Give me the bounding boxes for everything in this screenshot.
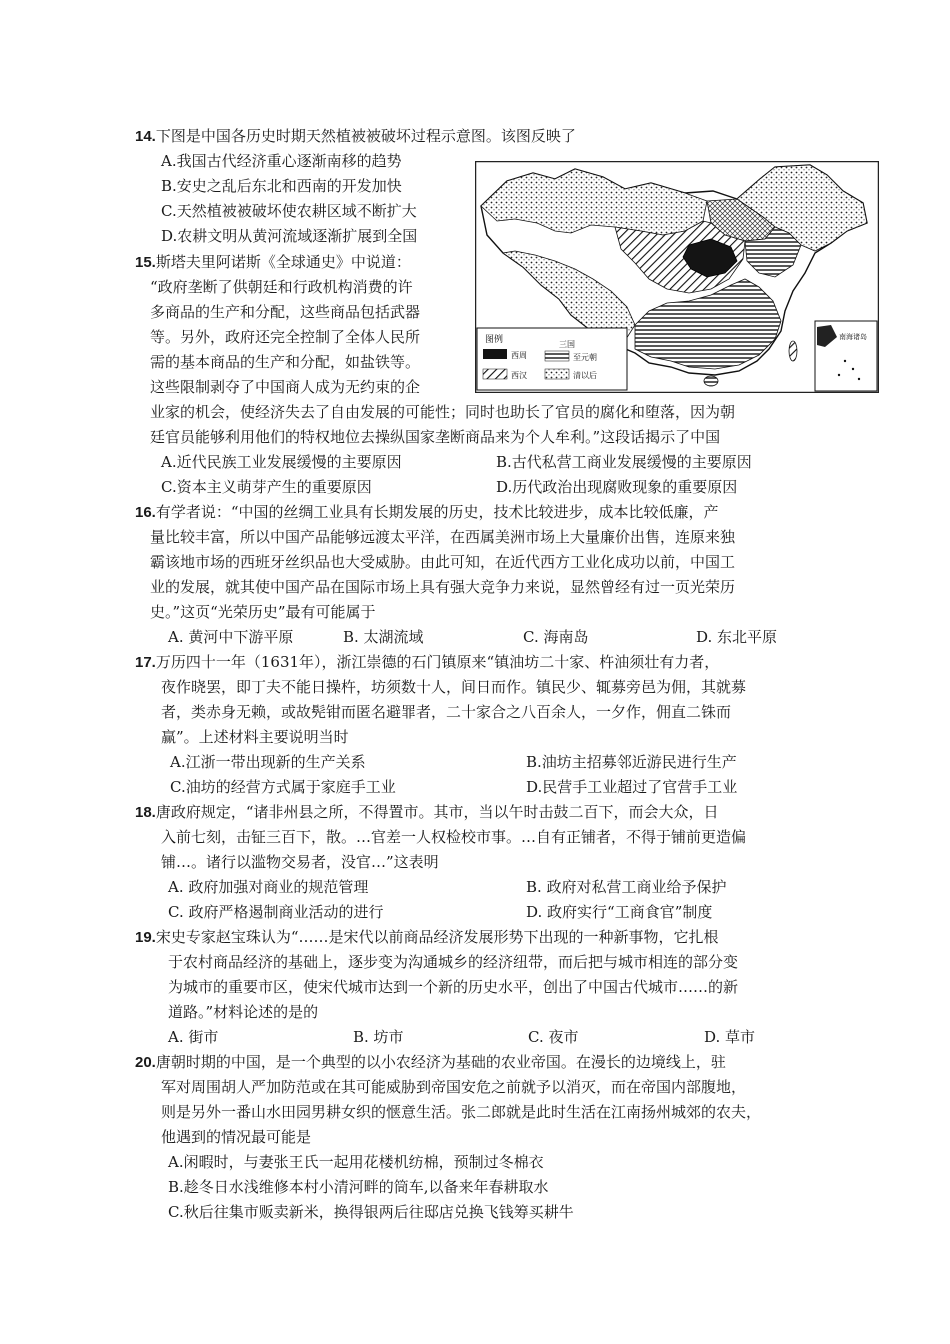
q16-option-c: C. 海南岛 [523,628,589,646]
q16-option-a: A. 黄河中下游平原 [168,628,294,646]
q19-number: 19. [135,929,156,946]
q14-option-a: A.我国古代经济重心逐渐南移的趋势 [161,152,402,170]
q15-option-a: A.近代民族工业发展缓慢的主要原因 [161,453,402,471]
legend-swatch-western-han [483,369,507,379]
q18-line-2: 入前七刻，击钲三百下，散。…官差一人权检校市事。…自有正铺者，不得于铺前更造偏 [161,828,747,846]
q14-stem [135,124,576,149]
q14-option-d: D.农耕文明从黄河流域逐渐扩展到全国 [161,227,418,245]
q15-number: 15. [135,254,156,271]
q18-line-1: 18.唐政府规定，“诸非州县之所，不得置市。其市，当以午时击鼓二百下，而会大众，日 [135,803,719,821]
q15-line-3: 多商品的生产和分配，这些商品包括武器 [150,303,421,321]
q17-option-d: D.民营手工业超过了官营手工业 [526,778,738,796]
q15-option-b: B.古代私营工商业发展缓慢的主要原因 [496,453,752,471]
q20-option-a: A.闲暇时，与妻张王氏一起用花楼机纺棉，预制过冬棉衣 [168,1153,544,1171]
q19-option-c: C. 夜市 [528,1028,579,1046]
q15-option-d: D.历代政治出现腐败现象的重要原因 [496,478,738,496]
legend-label-qing: 清以后 [573,371,597,380]
q17-option-b: B.油坊主招募邻近游民进行生产 [526,753,737,771]
q17-option-c: C.油坊的经营方式属于家庭手工业 [170,778,396,796]
q18-number: 18. [135,804,156,821]
q17-line-1: 17.万历四十一年（1631年），浙江崇德的石门镇原来“镇油坊二十家、杵油须壮有力者， [135,653,720,671]
q16-line-1: 16.有学者说：“中国的丝绸工业具有长期发展的历史，技术比较进步，成本比较低廉，产 [135,503,719,521]
q19-line-1: 19.宋史专家赵宝珠认为“……是宋代以前商品经济发展形势下出现的一种新事物，它扎根 [135,928,719,946]
q16-line-4: 业的发展，就其使中国产品在国际市场上具有强大竞争力来说，显然曾经有过一页光荣历 [150,578,736,596]
q16-line-3: 霸该地市场的西班牙丝织品也大受威胁。由此可知，在近代西方工业化成功以前，中国工 [150,553,736,571]
q19-option-a: A. 街市 [168,1028,219,1046]
q18-option-c: C. 政府严格遏制商业活动的进行 [168,903,384,921]
legend-swatch-three-kingdoms-yuan [545,351,569,361]
legend-label-three-kingdoms: 三国 [559,340,575,349]
hainan-island [704,376,718,386]
q20-number: 20. [135,1054,156,1071]
q16-line-2: 量比较丰富，所以中国产品能够远渡太平洋，在西属美洲市场上大量廉价出售，连原来独 [150,528,736,546]
q16-line-5: 史。”这页“光荣历史”最有可能属于 [150,603,376,621]
q20-line-4: 他遇到的情况最可能是 [161,1128,312,1146]
q19-line-4: 道路。”材料论述的是的 [168,1003,319,1021]
legend-swatch-qing [545,369,569,379]
q14-option-b: B.安史之乱后东北和西南的开发加快 [161,177,402,195]
q20-option-c: C.秋后往集市贩卖新米，换得银两后往邸店兑换飞钱筹买耕牛 [168,1203,574,1221]
q14-option-c: C.天然植被被破坏使农耕区域不断扩大 [161,202,417,220]
q15-option-c: C.资本主义萌芽产生的重要原因 [161,478,372,496]
q15-line-1: 15.斯塔夫里阿诺斯《全球通史》中说道： [135,253,411,271]
q15-line-4: 等。另外，政府还完全控制了全体人民所 [150,328,421,346]
q15-line-5: 需的基本商品的生产和分配，如盐铁等。 [150,353,421,371]
q18-option-a: A. 政府加强对商业的规范管理 [168,878,369,896]
vegetation-destruction-map [475,161,879,393]
q16-option-d: D. 东北平原 [696,628,778,646]
legend-label-western-zhou: 西周 [511,351,527,360]
q14-number: 14. [135,128,156,145]
inset-label: 南海诸岛 [839,333,867,341]
q15-line-6: 这些限制剥夺了中国商人成为无约束的企 [150,378,421,396]
q20-line-1: 20.唐朝时期的中国，是一个典型的以小农经济为基础的农业帝国。在漫长的边境线上，驻 [135,1053,726,1071]
q19-line-3: 为城市的重要市区，使宋代城市达到一个新的历史水平，创出了中国古代城市……的新 [168,978,739,996]
q15-line-8: 廷官员能够利用他们的特权地位去操纵国家垄断商品来为个人牟利。”这段话揭示了中国 [150,428,721,446]
q17-number: 17. [135,654,156,671]
q20-option-b: B.趁冬日水浅维修本村小清河畔的筒车,以备来年春耕取水 [168,1178,549,1196]
q18-line-3: 铺…。诸行以滥物交易者，没官…”这表明 [161,853,439,871]
q17-option-a: A.江浙一带出现新的生产关系 [170,753,366,771]
q16-option-b: B. 太湖流域 [343,628,424,646]
q16-number: 16. [135,504,156,521]
q17-line-2: 夜作晓罢，即丁夫不能日操杵，坊须数十人，间日而作。镇民少、辄募旁邑为佣，其就募 [161,678,747,696]
q20-line-2: 军对周围胡人严加防范或在其可能威胁到帝国安危之前就予以消灭，而在帝国内部腹地， [161,1078,747,1096]
legend-title: 图例 [485,335,504,345]
q17-line-4: 赢”。上述材料主要说明当时 [161,728,349,746]
q18-option-d: D. 政府实行“工商食官”制度 [526,903,713,921]
q17-line-3: 者，类赤身无赖，或故髡钳而匿名避罪者，二十家合之八百余人，一夕作，佣直二铢而 [161,703,732,721]
q19-option-b: B. 坊市 [353,1028,404,1046]
taiwan-island [789,341,797,361]
q18-option-b: B. 政府对私营工商业给予保护 [526,878,727,896]
legend-swatch-western-zhou [483,349,507,359]
q19-line-2: 于农村商品经济的基础上，逐步变为沟通城乡的经济纽带，而后把与城市相连的部分变 [168,953,739,971]
q14-stem-text: 下图是中国各历史时期天然植被被破坏过程示意图。该图反映了 [155,127,576,145]
legend-label-western-han: 西汉 [511,371,527,380]
q19-option-d: D. 草市 [704,1028,756,1046]
q15-line-7: 业家的机会，使经济失去了自由发展的可能性；同时也助长了官员的腐化和堕落，因为朝 [150,403,736,421]
legend-label-to-yuan: 至元朝 [573,353,597,362]
q20-line-3: 则是另外一番山水田园男耕女织的惬意生活。张二郎就是此时生活在江南扬州城郊的农夫， [161,1103,762,1121]
q15-line-2: “政府垄断了供朝廷和行政机构消费的许 [150,278,413,296]
